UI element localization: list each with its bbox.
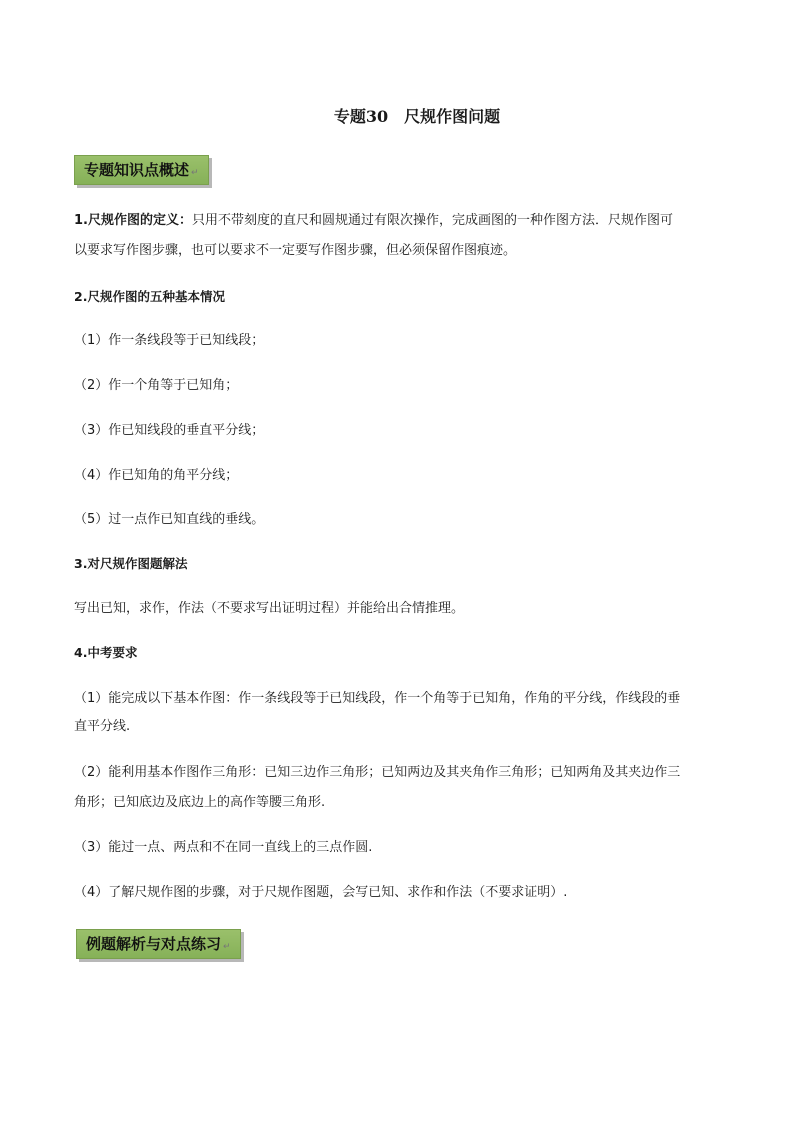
definition-heading: 1.尺规作图的定义： <box>74 213 192 228</box>
paragraph-mark-icon: ↵ <box>191 168 199 178</box>
list-item: （3）作已知线段的垂直平分线； <box>74 423 265 438</box>
list-item: （5）过一点作已知直线的垂线。 <box>74 512 265 527</box>
definition-text: 只用不带刻度的直尺和圆规通过有限次操作，完成画图的一种作图方法．尺规作图可 <box>191 213 673 228</box>
section-heading-basic-cases: 2.尺规作图的五种基本情况 <box>74 289 225 304</box>
section-banner-examples <box>76 929 241 959</box>
paragraph-mark-icon: ↵ <box>223 942 231 952</box>
page-title: 专题30 尺规作图问题 <box>333 107 501 126</box>
method-text: 写出已知，求作，作法（不要求写出证明过程）并能给出合情推理。 <box>74 601 465 616</box>
definition-line-1 <box>74 208 724 234</box>
list-item: （4）作已知角的角平分线； <box>74 468 239 483</box>
section-banner-label: 专题知识点概述 <box>84 161 190 179</box>
requirement-3: （3）能过一点、两点和不在同一直线上的三点作圆. <box>74 840 373 855</box>
definition-line-2: 以要求写作图步骤，也可以要求不一定要写作图步骤，但必须保留作图痕迹。 <box>74 243 517 258</box>
section-heading-method: 3.对尺规作图题解法 <box>74 556 188 571</box>
requirement-2-line-1: （2）能利用基本作图作三角形：已知三边作三角形；已知两边及其夹角作三角形；已知两角及其夹边作三 <box>74 765 681 780</box>
section-banner-knowledge <box>74 155 209 185</box>
section-heading-requirements: 4.中考要求 <box>74 645 138 660</box>
requirement-1-line-1: （1）能完成以下基本作图：作一条线段等于已知线段，作一个角等于已知角，作角的平分线，作线段的垂 <box>74 691 681 706</box>
list-item: （2）作一个角等于已知角； <box>74 378 239 393</box>
requirement-1-line-2: 直平分线. <box>74 719 131 734</box>
requirement-2-line-2: 角形；已知底边及底边上的高作等腰三角形. <box>74 795 326 810</box>
list-item: （1）作一条线段等于已知线段； <box>74 333 265 348</box>
section-banner-label: 例题解析与对点练习 <box>86 935 222 953</box>
requirement-4: （4）了解尺规作图的步骤，对于尺规作图题，会写已知、求作和作法（不要求证明）. <box>74 885 568 900</box>
